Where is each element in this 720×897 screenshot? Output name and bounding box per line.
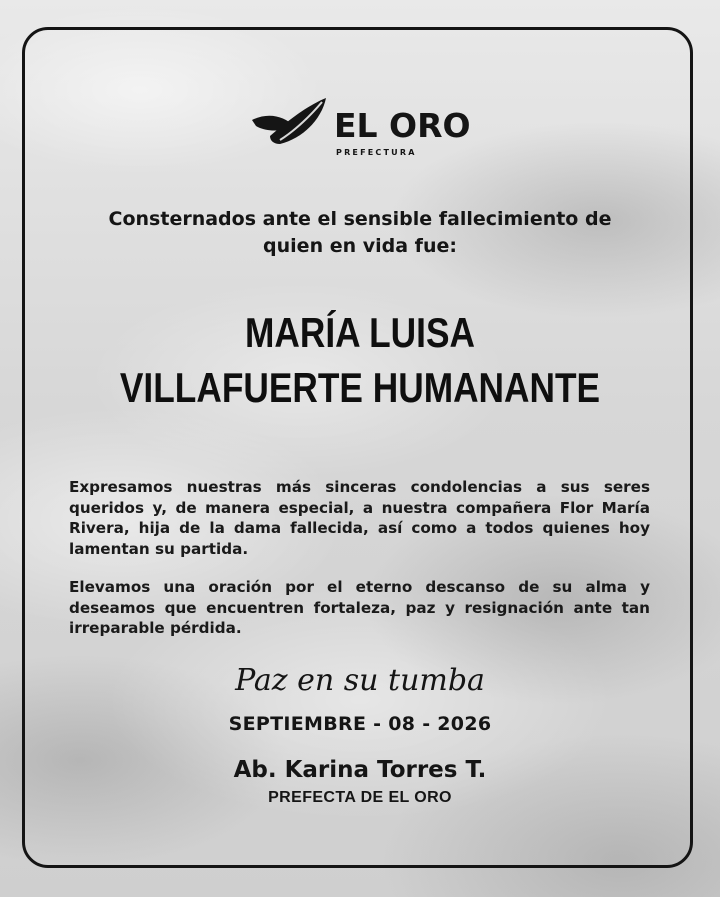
brand-subtitle: PREFECTURA — [336, 148, 417, 157]
closing-phrase: Paz en su tumba — [235, 663, 485, 698]
deceased-name-line1: MARÍA LUISA — [245, 309, 475, 356]
prayer-paragraph: Elevamos una oración por el eterno descanso de su alma y deseamos que encuentren fortaleza, paz y resignación ante tan irreparable pérdida. — [69, 578, 650, 637]
brand-name: EL ORO — [334, 106, 471, 145]
signer-title: PREFECTA DE EL ORO — [268, 789, 452, 806]
leaf-wings-logo-icon — [250, 96, 330, 148]
condolence-paragraph: Expresamos nuestras más sinceras condolencias a sus seres queridos y, de manera especial, a nuestra compañera Flor María Rivera, hija de la dama fallecida, así como a todos quienes hoy lamentan su partida. — [69, 478, 650, 558]
date-text: SEPTIEMBRE - 08 - 2026 — [228, 713, 492, 735]
intro-text: Consternados ante el sensible fallecimiento de quien en vida fue: — [108, 208, 612, 257]
el-oro-logo — [250, 96, 470, 158]
signer-name: Ab. Karina Torres T. — [233, 757, 487, 783]
deceased-name-line2: VILLAFUERTE HUMANANTE — [119, 364, 601, 411]
